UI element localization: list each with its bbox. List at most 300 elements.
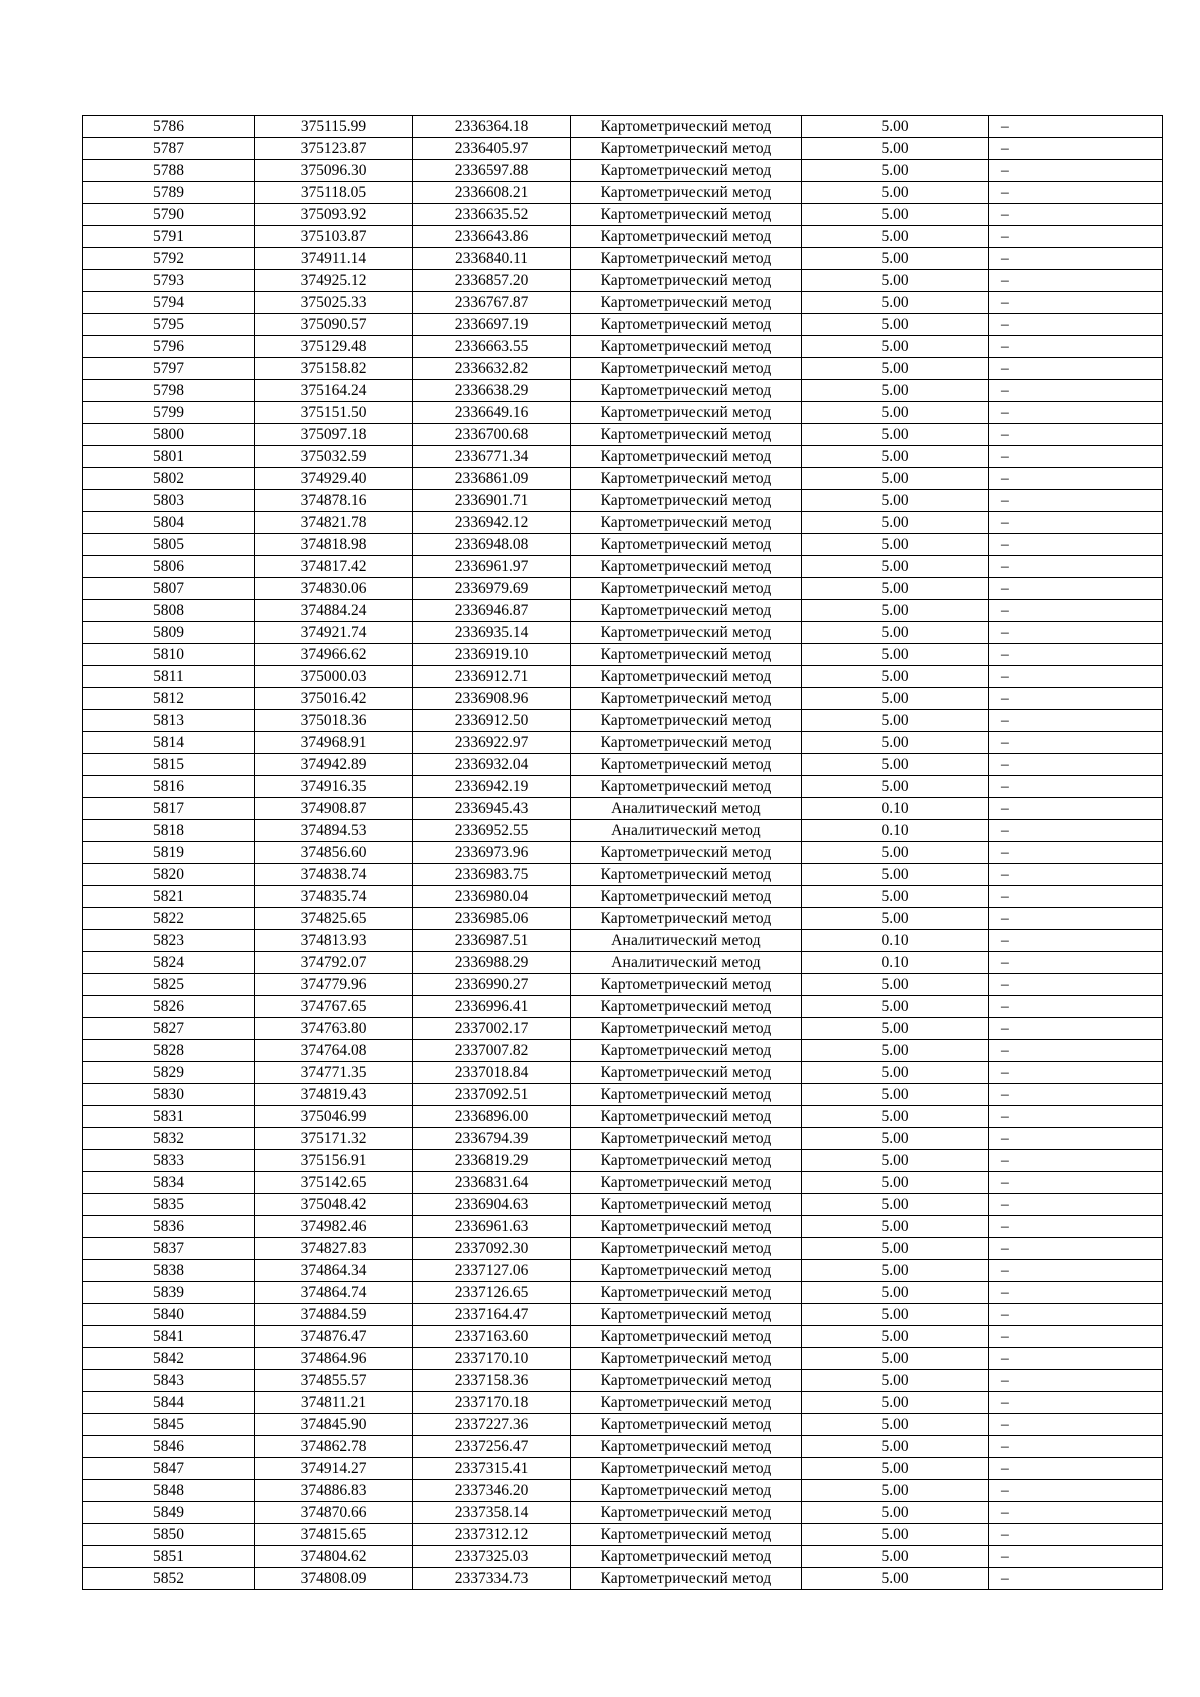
x-coordinate-cell: 374864.34 [255, 1260, 413, 1282]
point-number-cell: 5809 [83, 622, 255, 644]
method-cell: Картометрический метод [571, 402, 802, 424]
y-coordinate-cell: 2336912.50 [413, 710, 571, 732]
x-coordinate-cell: 375129.48 [255, 336, 413, 358]
point-number-cell: 5789 [83, 182, 255, 204]
table-row [83, 798, 1163, 820]
table-row [83, 468, 1163, 490]
accuracy-cell: 5.00 [802, 1392, 989, 1414]
point-number-cell: 5840 [83, 1304, 255, 1326]
note-cell: – [989, 1238, 1163, 1260]
accuracy-cell: 5.00 [802, 358, 989, 380]
x-coordinate-cell: 374763.80 [255, 1018, 413, 1040]
point-number-cell: 5825 [83, 974, 255, 996]
y-coordinate-cell: 2336996.41 [413, 996, 571, 1018]
point-number-cell: 5819 [83, 842, 255, 864]
method-cell: Картометрический метод [571, 1568, 802, 1590]
y-coordinate-cell: 2336901.71 [413, 490, 571, 512]
note-cell: – [989, 842, 1163, 864]
point-number-cell: 5826 [83, 996, 255, 1018]
method-cell: Картометрический метод [571, 292, 802, 314]
table-row [83, 776, 1163, 798]
method-cell: Картометрический метод [571, 1458, 802, 1480]
y-coordinate-cell: 2336632.82 [413, 358, 571, 380]
note-cell: – [989, 600, 1163, 622]
table-row [83, 314, 1163, 336]
method-cell: Картометрический метод [571, 1282, 802, 1304]
x-coordinate-cell: 374818.98 [255, 534, 413, 556]
method-cell: Картометрический метод [571, 688, 802, 710]
point-number-cell: 5806 [83, 556, 255, 578]
method-cell: Аналитический метод [571, 798, 802, 820]
accuracy-cell: 5.00 [802, 1458, 989, 1480]
method-cell: Картометрический метод [571, 336, 802, 358]
table-row [83, 996, 1163, 1018]
accuracy-cell: 0.10 [802, 930, 989, 952]
point-number-cell: 5813 [83, 710, 255, 732]
method-cell: Картометрический метод [571, 886, 802, 908]
y-coordinate-cell: 2336831.64 [413, 1172, 571, 1194]
method-cell: Картометрический метод [571, 666, 802, 688]
x-coordinate-cell: 374779.96 [255, 974, 413, 996]
note-cell: – [989, 468, 1163, 490]
note-cell: – [989, 1106, 1163, 1128]
point-number-cell: 5839 [83, 1282, 255, 1304]
x-coordinate-cell: 375046.99 [255, 1106, 413, 1128]
x-coordinate-cell: 375115.99 [255, 116, 413, 138]
table-row [83, 204, 1163, 226]
accuracy-cell: 5.00 [802, 490, 989, 512]
method-cell: Картометрический метод [571, 1084, 802, 1106]
y-coordinate-cell: 2336649.16 [413, 402, 571, 424]
accuracy-cell: 5.00 [802, 424, 989, 446]
x-coordinate-cell: 374827.83 [255, 1238, 413, 1260]
point-number-cell: 5835 [83, 1194, 255, 1216]
table-row [83, 732, 1163, 754]
coordinates-table [82, 115, 1163, 1590]
x-coordinate-cell: 375018.36 [255, 710, 413, 732]
x-coordinate-cell: 374817.42 [255, 556, 413, 578]
note-cell: – [989, 1062, 1163, 1084]
x-coordinate-cell: 375032.59 [255, 446, 413, 468]
note-cell: – [989, 864, 1163, 886]
x-coordinate-cell: 374821.78 [255, 512, 413, 534]
point-number-cell: 5788 [83, 160, 255, 182]
x-coordinate-cell: 374911.14 [255, 248, 413, 270]
note-cell: – [989, 710, 1163, 732]
method-cell: Картометрический метод [571, 1128, 802, 1150]
note-cell: – [989, 886, 1163, 908]
method-cell: Картометрический метод [571, 204, 802, 226]
x-coordinate-cell: 374856.60 [255, 842, 413, 864]
accuracy-cell: 5.00 [802, 1106, 989, 1128]
accuracy-cell: 5.00 [802, 160, 989, 182]
accuracy-cell: 5.00 [802, 1370, 989, 1392]
note-cell: – [989, 402, 1163, 424]
y-coordinate-cell: 2336942.19 [413, 776, 571, 798]
accuracy-cell: 5.00 [802, 666, 989, 688]
table-row [83, 1568, 1163, 1590]
note-cell: – [989, 1436, 1163, 1458]
table-row [83, 1502, 1163, 1524]
x-coordinate-cell: 375016.42 [255, 688, 413, 710]
table-row [83, 292, 1163, 314]
method-cell: Картометрический метод [571, 138, 802, 160]
x-coordinate-cell: 374825.65 [255, 908, 413, 930]
table-row [83, 1546, 1163, 1568]
x-coordinate-cell: 375158.82 [255, 358, 413, 380]
table-row [83, 512, 1163, 534]
point-number-cell: 5838 [83, 1260, 255, 1282]
note-cell: – [989, 666, 1163, 688]
accuracy-cell: 5.00 [802, 270, 989, 292]
y-coordinate-cell: 2336912.71 [413, 666, 571, 688]
note-cell: – [989, 314, 1163, 336]
method-cell: Картометрический метод [571, 1040, 802, 1062]
y-coordinate-cell: 2337163.60 [413, 1326, 571, 1348]
table-row [83, 1524, 1163, 1546]
y-coordinate-cell: 2336638.29 [413, 380, 571, 402]
table-row [83, 534, 1163, 556]
method-cell: Картометрический метод [571, 1546, 802, 1568]
table-row [83, 1260, 1163, 1282]
method-cell: Картометрический метод [571, 622, 802, 644]
method-cell: Картометрический метод [571, 1502, 802, 1524]
table-row [83, 490, 1163, 512]
table-row [83, 1018, 1163, 1040]
note-cell: – [989, 534, 1163, 556]
accuracy-cell: 5.00 [802, 688, 989, 710]
table-row [83, 754, 1163, 776]
accuracy-cell: 5.00 [802, 248, 989, 270]
point-number-cell: 5820 [83, 864, 255, 886]
method-cell: Картометрический метод [571, 468, 802, 490]
note-cell: – [989, 160, 1163, 182]
x-coordinate-cell: 375151.50 [255, 402, 413, 424]
accuracy-cell: 0.10 [802, 820, 989, 842]
x-coordinate-cell: 375103.87 [255, 226, 413, 248]
accuracy-cell: 5.00 [802, 1238, 989, 1260]
accuracy-cell: 5.00 [802, 842, 989, 864]
x-coordinate-cell: 374811.21 [255, 1392, 413, 1414]
point-number-cell: 5796 [83, 336, 255, 358]
accuracy-cell: 5.00 [802, 380, 989, 402]
method-cell: Аналитический метод [571, 820, 802, 842]
accuracy-cell: 5.00 [802, 732, 989, 754]
method-cell: Картометрический метод [571, 996, 802, 1018]
accuracy-cell: 5.00 [802, 886, 989, 908]
accuracy-cell: 5.00 [802, 402, 989, 424]
x-coordinate-cell: 374862.78 [255, 1436, 413, 1458]
accuracy-cell: 5.00 [802, 1018, 989, 1040]
x-coordinate-cell: 374914.27 [255, 1458, 413, 1480]
note-cell: – [989, 138, 1163, 160]
point-number-cell: 5802 [83, 468, 255, 490]
method-cell: Картометрический метод [571, 1238, 802, 1260]
x-coordinate-cell: 374916.35 [255, 776, 413, 798]
x-coordinate-cell: 375093.92 [255, 204, 413, 226]
note-cell: – [989, 622, 1163, 644]
note-cell: – [989, 1040, 1163, 1062]
point-number-cell: 5808 [83, 600, 255, 622]
point-number-cell: 5833 [83, 1150, 255, 1172]
accuracy-cell: 5.00 [802, 446, 989, 468]
x-coordinate-cell: 375123.87 [255, 138, 413, 160]
y-coordinate-cell: 2337312.12 [413, 1524, 571, 1546]
method-cell: Картометрический метод [571, 1304, 802, 1326]
note-cell: – [989, 336, 1163, 358]
table-row [83, 622, 1163, 644]
x-coordinate-cell: 375025.33 [255, 292, 413, 314]
accuracy-cell: 5.00 [802, 1414, 989, 1436]
y-coordinate-cell: 2336896.00 [413, 1106, 571, 1128]
table-row [83, 424, 1163, 446]
table-row [83, 1414, 1163, 1436]
x-coordinate-cell: 374966.62 [255, 644, 413, 666]
point-number-cell: 5790 [83, 204, 255, 226]
table-body [83, 116, 1163, 1590]
y-coordinate-cell: 2336948.08 [413, 534, 571, 556]
x-coordinate-cell: 374982.46 [255, 1216, 413, 1238]
x-coordinate-cell: 374870.66 [255, 1502, 413, 1524]
method-cell: Картометрический метод [571, 556, 802, 578]
table-row [83, 600, 1163, 622]
table-row [83, 1480, 1163, 1502]
point-number-cell: 5831 [83, 1106, 255, 1128]
y-coordinate-cell: 2337164.47 [413, 1304, 571, 1326]
y-coordinate-cell: 2336697.19 [413, 314, 571, 336]
y-coordinate-cell: 2337126.65 [413, 1282, 571, 1304]
accuracy-cell: 5.00 [802, 314, 989, 336]
note-cell: – [989, 446, 1163, 468]
y-coordinate-cell: 2336973.96 [413, 842, 571, 864]
method-cell: Картометрический метод [571, 1260, 802, 1282]
method-cell: Картометрический метод [571, 1150, 802, 1172]
x-coordinate-cell: 374838.74 [255, 864, 413, 886]
point-number-cell: 5848 [83, 1480, 255, 1502]
table-row [83, 402, 1163, 424]
point-number-cell: 5851 [83, 1546, 255, 1568]
note-cell: – [989, 116, 1163, 138]
note-cell: – [989, 1480, 1163, 1502]
y-coordinate-cell: 2337002.17 [413, 1018, 571, 1040]
point-number-cell: 5816 [83, 776, 255, 798]
table-row [83, 644, 1163, 666]
point-number-cell: 5817 [83, 798, 255, 820]
point-number-cell: 5814 [83, 732, 255, 754]
y-coordinate-cell: 2337325.03 [413, 1546, 571, 1568]
point-number-cell: 5842 [83, 1348, 255, 1370]
note-cell: – [989, 974, 1163, 996]
accuracy-cell: 5.00 [802, 534, 989, 556]
method-cell: Картометрический метод [571, 1326, 802, 1348]
point-number-cell: 5845 [83, 1414, 255, 1436]
x-coordinate-cell: 375171.32 [255, 1128, 413, 1150]
method-cell: Картометрический метод [571, 1194, 802, 1216]
accuracy-cell: 5.00 [802, 204, 989, 226]
y-coordinate-cell: 2336952.55 [413, 820, 571, 842]
method-cell: Картометрический метод [571, 1216, 802, 1238]
accuracy-cell: 5.00 [802, 1062, 989, 1084]
y-coordinate-cell: 2337127.06 [413, 1260, 571, 1282]
x-coordinate-cell: 374908.87 [255, 798, 413, 820]
table-row [83, 1392, 1163, 1414]
point-number-cell: 5836 [83, 1216, 255, 1238]
point-number-cell: 5795 [83, 314, 255, 336]
method-cell: Картометрический метод [571, 226, 802, 248]
x-coordinate-cell: 374968.91 [255, 732, 413, 754]
y-coordinate-cell: 2337334.73 [413, 1568, 571, 1590]
accuracy-cell: 5.00 [802, 1172, 989, 1194]
table-row [83, 270, 1163, 292]
note-cell: – [989, 754, 1163, 776]
note-cell: – [989, 776, 1163, 798]
method-cell: Картометрический метод [571, 248, 802, 270]
accuracy-cell: 5.00 [802, 138, 989, 160]
y-coordinate-cell: 2336771.34 [413, 446, 571, 468]
accuracy-cell: 5.00 [802, 512, 989, 534]
x-coordinate-cell: 374845.90 [255, 1414, 413, 1436]
point-number-cell: 5824 [83, 952, 255, 974]
note-cell: – [989, 1546, 1163, 1568]
table-row [83, 1084, 1163, 1106]
note-cell: – [989, 732, 1163, 754]
accuracy-cell: 5.00 [802, 1348, 989, 1370]
accuracy-cell: 5.00 [802, 1084, 989, 1106]
method-cell: Картометрический метод [571, 490, 802, 512]
point-number-cell: 5832 [83, 1128, 255, 1150]
y-coordinate-cell: 2336794.39 [413, 1128, 571, 1150]
note-cell: – [989, 930, 1163, 952]
point-number-cell: 5846 [83, 1436, 255, 1458]
table-row [83, 1040, 1163, 1062]
point-number-cell: 5810 [83, 644, 255, 666]
table-row [83, 688, 1163, 710]
note-cell: – [989, 1524, 1163, 1546]
x-coordinate-cell: 375156.91 [255, 1150, 413, 1172]
accuracy-cell: 5.00 [802, 1502, 989, 1524]
x-coordinate-cell: 374830.06 [255, 578, 413, 600]
method-cell: Картометрический метод [571, 1348, 802, 1370]
point-number-cell: 5792 [83, 248, 255, 270]
y-coordinate-cell: 2337018.84 [413, 1062, 571, 1084]
method-cell: Картометрический метод [571, 314, 802, 336]
y-coordinate-cell: 2336945.43 [413, 798, 571, 820]
table-row [83, 1458, 1163, 1480]
y-coordinate-cell: 2336819.29 [413, 1150, 571, 1172]
x-coordinate-cell: 374764.08 [255, 1040, 413, 1062]
accuracy-cell: 5.00 [802, 556, 989, 578]
x-coordinate-cell: 374771.35 [255, 1062, 413, 1084]
note-cell: – [989, 1502, 1163, 1524]
accuracy-cell: 5.00 [802, 1040, 989, 1062]
table-row [83, 864, 1163, 886]
y-coordinate-cell: 2336961.63 [413, 1216, 571, 1238]
table-row [83, 358, 1163, 380]
y-coordinate-cell: 2337007.82 [413, 1040, 571, 1062]
x-coordinate-cell: 374864.96 [255, 1348, 413, 1370]
point-number-cell: 5815 [83, 754, 255, 776]
table-row [83, 1348, 1163, 1370]
x-coordinate-cell: 374864.74 [255, 1282, 413, 1304]
point-number-cell: 5797 [83, 358, 255, 380]
note-cell: – [989, 1568, 1163, 1590]
y-coordinate-cell: 2336857.20 [413, 270, 571, 292]
point-number-cell: 5811 [83, 666, 255, 688]
point-number-cell: 5852 [83, 1568, 255, 1590]
note-cell: – [989, 996, 1163, 1018]
x-coordinate-cell: 374813.93 [255, 930, 413, 952]
point-number-cell: 5847 [83, 1458, 255, 1480]
table-row [83, 138, 1163, 160]
point-number-cell: 5803 [83, 490, 255, 512]
x-coordinate-cell: 374894.53 [255, 820, 413, 842]
note-cell: – [989, 952, 1163, 974]
note-cell: – [989, 1194, 1163, 1216]
method-cell: Картометрический метод [571, 1370, 802, 1392]
x-coordinate-cell: 375048.42 [255, 1194, 413, 1216]
x-coordinate-cell: 374942.89 [255, 754, 413, 776]
method-cell: Картометрический метод [571, 512, 802, 534]
x-coordinate-cell: 375142.65 [255, 1172, 413, 1194]
y-coordinate-cell: 2336364.18 [413, 116, 571, 138]
x-coordinate-cell: 375118.05 [255, 182, 413, 204]
method-cell: Картометрический метод [571, 116, 802, 138]
note-cell: – [989, 204, 1163, 226]
table-row [83, 1172, 1163, 1194]
point-number-cell: 5791 [83, 226, 255, 248]
y-coordinate-cell: 2336979.69 [413, 578, 571, 600]
point-number-cell: 5798 [83, 380, 255, 402]
accuracy-cell: 5.00 [802, 864, 989, 886]
table-row [83, 1216, 1163, 1238]
point-number-cell: 5849 [83, 1502, 255, 1524]
accuracy-cell: 5.00 [802, 1128, 989, 1150]
x-coordinate-cell: 374819.43 [255, 1084, 413, 1106]
method-cell: Картометрический метод [571, 534, 802, 556]
point-number-cell: 5850 [83, 1524, 255, 1546]
table-row [83, 1282, 1163, 1304]
note-cell: – [989, 1172, 1163, 1194]
y-coordinate-cell: 2337092.51 [413, 1084, 571, 1106]
method-cell: Картометрический метод [571, 1062, 802, 1084]
table-row [83, 226, 1163, 248]
point-number-cell: 5841 [83, 1326, 255, 1348]
note-cell: – [989, 226, 1163, 248]
method-cell: Картометрический метод [571, 358, 802, 380]
method-cell: Картометрический метод [571, 600, 802, 622]
point-number-cell: 5843 [83, 1370, 255, 1392]
note-cell: – [989, 556, 1163, 578]
method-cell: Картометрический метод [571, 974, 802, 996]
point-number-cell: 5828 [83, 1040, 255, 1062]
point-number-cell: 5818 [83, 820, 255, 842]
table-row [83, 952, 1163, 974]
note-cell: – [989, 380, 1163, 402]
accuracy-cell: 5.00 [802, 1480, 989, 1502]
x-coordinate-cell: 374929.40 [255, 468, 413, 490]
table-row [83, 446, 1163, 468]
point-number-cell: 5794 [83, 292, 255, 314]
table-row [83, 820, 1163, 842]
note-cell: – [989, 248, 1163, 270]
accuracy-cell: 5.00 [802, 1546, 989, 1568]
table-row [83, 578, 1163, 600]
y-coordinate-cell: 2337346.20 [413, 1480, 571, 1502]
y-coordinate-cell: 2336988.29 [413, 952, 571, 974]
accuracy-cell: 5.00 [802, 600, 989, 622]
note-cell: – [989, 1260, 1163, 1282]
x-coordinate-cell: 375097.18 [255, 424, 413, 446]
